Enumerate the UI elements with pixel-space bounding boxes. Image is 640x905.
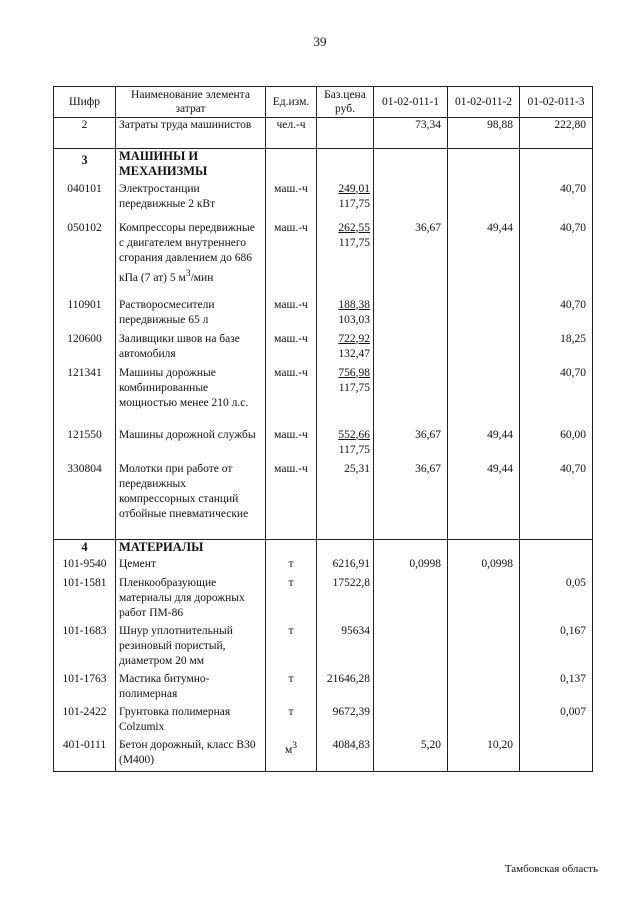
cell-code: 101-1581 — [54, 576, 116, 624]
section-row — [54, 149, 593, 182]
header-code: Шифр — [54, 87, 116, 118]
cell-name: Электростанции передвижные 2 кВт — [116, 182, 266, 221]
cell-unit: маш.-ч — [266, 428, 317, 462]
cell-value-1 — [374, 705, 448, 738]
cell-empty — [374, 149, 448, 182]
cell-value-3: 40,70 — [520, 366, 593, 428]
price-wage: 117,75 — [338, 197, 370, 210]
cell-value-3: 0,137 — [520, 672, 593, 705]
cell-value-2 — [448, 705, 520, 738]
table-row — [54, 221, 593, 298]
cell-code: 3 — [54, 149, 116, 182]
cell-code: 101-9540 — [54, 557, 116, 576]
cell-value-2 — [448, 576, 520, 624]
cell-price: 17522,8 — [317, 576, 374, 624]
cell-code: 040101 — [54, 182, 116, 221]
price-base: 262,55 — [338, 221, 370, 234]
cell-unit: маш.-ч — [266, 298, 317, 332]
cell-value-2: 10,20 — [448, 738, 520, 772]
cell-value-3: 0,05 — [520, 576, 593, 624]
cell-unit: маш.-ч — [266, 462, 317, 540]
cell-empty — [266, 540, 317, 557]
cell-name: МАШИНЫ И МЕХАНИЗМЫ — [116, 149, 266, 182]
cell-price: 21646,28 — [317, 672, 374, 705]
cell-name: Бетон дорожный, класс В30 (М400) — [116, 738, 266, 772]
cell-code: 120600 — [54, 332, 116, 366]
cell-price: 4084,83 — [317, 738, 374, 772]
cell-value-1: 0,0998 — [374, 557, 448, 576]
cell-price: 9672,39 — [317, 705, 374, 738]
cell-price: 25,31 — [317, 462, 374, 540]
cell-name: Растворосмесители передвижные 65 л — [116, 298, 266, 332]
cell-value-3: 40,70 — [520, 221, 593, 298]
table-row — [54, 366, 593, 428]
table-row — [54, 462, 593, 540]
price-base: 188,38 — [338, 298, 370, 311]
cell-code: 401-0111 — [54, 738, 116, 772]
cell-name: МАТЕРИАЛЫ — [116, 540, 266, 557]
footer-region: Тамбовская область — [504, 863, 598, 875]
cell-value-3: 18,25 — [520, 332, 593, 366]
price-base: 249,01 — [338, 182, 370, 195]
cell-empty — [520, 540, 593, 557]
cell-value-3: 0,007 — [520, 705, 593, 738]
table-row — [54, 332, 593, 366]
cell-empty — [374, 540, 448, 557]
header-price: Баз.цена руб. — [317, 87, 374, 118]
cell-value-3: 60,00 — [520, 428, 593, 462]
header-col1: 01-02-011-1 — [374, 87, 448, 118]
cell-value-2: 0,0998 — [448, 557, 520, 576]
cell-price — [317, 332, 374, 366]
cell-code: 121341 — [54, 366, 116, 428]
table-row — [54, 428, 593, 462]
cell-code: 101-1763 — [54, 672, 116, 705]
cell-price — [317, 221, 374, 298]
table-row — [54, 182, 593, 221]
table-row — [54, 576, 593, 624]
cell-name: Затраты труда машинистов — [116, 118, 266, 149]
cell-empty — [520, 149, 593, 182]
table-header-row — [54, 87, 593, 118]
cell-code: 330804 — [54, 462, 116, 540]
price-wage: 132,47 — [338, 347, 370, 360]
header-col2: 01-02-011-2 — [448, 87, 520, 118]
price-wage: 117,75 — [338, 443, 370, 456]
cell-code: 121550 — [54, 428, 116, 462]
cell-name: Пленкообразующие материалы для дорожных работ ПМ-86 — [116, 576, 266, 624]
cell-value-1: 36,67 — [374, 221, 448, 298]
cell-value-1: 5,20 — [374, 738, 448, 772]
cell-unit: т — [266, 557, 317, 576]
cell-unit: т — [266, 705, 317, 738]
price-wage: 117,75 — [338, 236, 370, 249]
price-wage: 103,03 — [338, 313, 370, 326]
cell-value-2: 98,88 — [448, 118, 520, 149]
cell-price — [317, 182, 374, 221]
cell-name: Компрессоры передвижные с двигателем внутреннего сгорания давлением до 686 кПа (7 ат) 5 $м^3$/мин — [116, 221, 266, 298]
cell-price — [317, 118, 374, 149]
cell-value-3: 40,70 — [520, 182, 593, 221]
page-number: 39 — [313, 34, 327, 49]
cell-name: Мастика битумно-полимерная — [116, 672, 266, 705]
cell-name: Заливщики швов на базе автомобиля — [116, 332, 266, 366]
header-name: Наименование элемента затрат — [116, 87, 266, 118]
cell-price: 6216,91 — [317, 557, 374, 576]
cell-value-3: 40,70 — [520, 298, 593, 332]
cell-value-1: 36,67 — [374, 428, 448, 462]
cell-name: Шнур уплотнительный резиновый пористый, диаметром 20 мм — [116, 624, 266, 672]
cell-empty — [448, 540, 520, 557]
table-row — [54, 118, 593, 149]
price-base: 756,98 — [338, 366, 370, 379]
cell-code: 2 — [54, 118, 116, 149]
cell-empty — [448, 149, 520, 182]
cell-unit: маш.-ч — [266, 332, 317, 366]
cell-empty — [317, 149, 374, 182]
cell-code: 101-2422 — [54, 705, 116, 738]
table-row — [54, 298, 593, 332]
cell-unit: т — [266, 672, 317, 705]
cell-value-3: 0,167 — [520, 624, 593, 672]
cell-price — [317, 298, 374, 332]
cell-name: Грунтовка полимерная Colzumix — [116, 705, 266, 738]
price-base: 722,92 — [338, 332, 370, 345]
cell-unit: чел.-ч — [266, 118, 317, 149]
cell-value-1 — [374, 182, 448, 221]
cell-price — [317, 366, 374, 428]
cell-unit: т — [266, 576, 317, 624]
cell-name: Молотки при работе от передвижных компрессорных станций отбойные пневматические — [116, 462, 266, 540]
cell-unit: маш.-ч — [266, 221, 317, 298]
cell-unit: $м^3$ — [266, 738, 317, 772]
price-wage: 117,75 — [338, 381, 370, 394]
cell-value-2: 49,44 — [448, 221, 520, 298]
cell-value-1 — [374, 298, 448, 332]
cell-price: 95634 — [317, 624, 374, 672]
table-row — [54, 557, 593, 576]
cell-empty — [317, 540, 374, 557]
cell-value-2 — [448, 366, 520, 428]
cell-value-3: 222,80 — [520, 118, 593, 149]
table-row — [54, 624, 593, 672]
table-row — [54, 672, 593, 705]
cell-unit: маш.-ч — [266, 182, 317, 221]
cell-value-3 — [520, 557, 593, 576]
header-unit: Ед.изм. — [266, 87, 317, 118]
cell-value-2 — [448, 298, 520, 332]
cell-value-1: 36,67 — [374, 462, 448, 540]
cell-value-1 — [374, 624, 448, 672]
cell-empty — [266, 149, 317, 182]
cell-price — [317, 428, 374, 462]
cell-name: Машины дорожной службы — [116, 428, 266, 462]
cell-name: Машины дорожные комбинированные мощностью менее 210 л.с. — [116, 366, 266, 428]
cell-value-2 — [448, 182, 520, 221]
cell-value-2 — [448, 332, 520, 366]
cell-value-3: 40,70 — [520, 462, 593, 540]
cell-code: 4 — [54, 540, 116, 557]
cell-value-2 — [448, 672, 520, 705]
cell-value-2: 49,44 — [448, 428, 520, 462]
cell-value-3 — [520, 738, 593, 772]
section-row — [54, 540, 593, 557]
cell-name: Цемент — [116, 557, 266, 576]
rates-table — [53, 86, 593, 772]
price-base: 552,66 — [338, 428, 370, 441]
cell-code: 050102 — [54, 221, 116, 298]
cell-value-1 — [374, 672, 448, 705]
table-row — [54, 738, 593, 772]
cell-value-1: 73,34 — [374, 118, 448, 149]
table-row — [54, 705, 593, 738]
cell-unit: маш.-ч — [266, 366, 317, 428]
cell-value-2 — [448, 624, 520, 672]
cell-value-1 — [374, 332, 448, 366]
cell-code: 101-1683 — [54, 624, 116, 672]
cell-value-1 — [374, 366, 448, 428]
cell-value-2: 49,44 — [448, 462, 520, 540]
cell-code: 110901 — [54, 298, 116, 332]
header-col3: 01-02-011-3 — [520, 87, 593, 118]
cell-value-1 — [374, 576, 448, 624]
cell-unit: т — [266, 624, 317, 672]
